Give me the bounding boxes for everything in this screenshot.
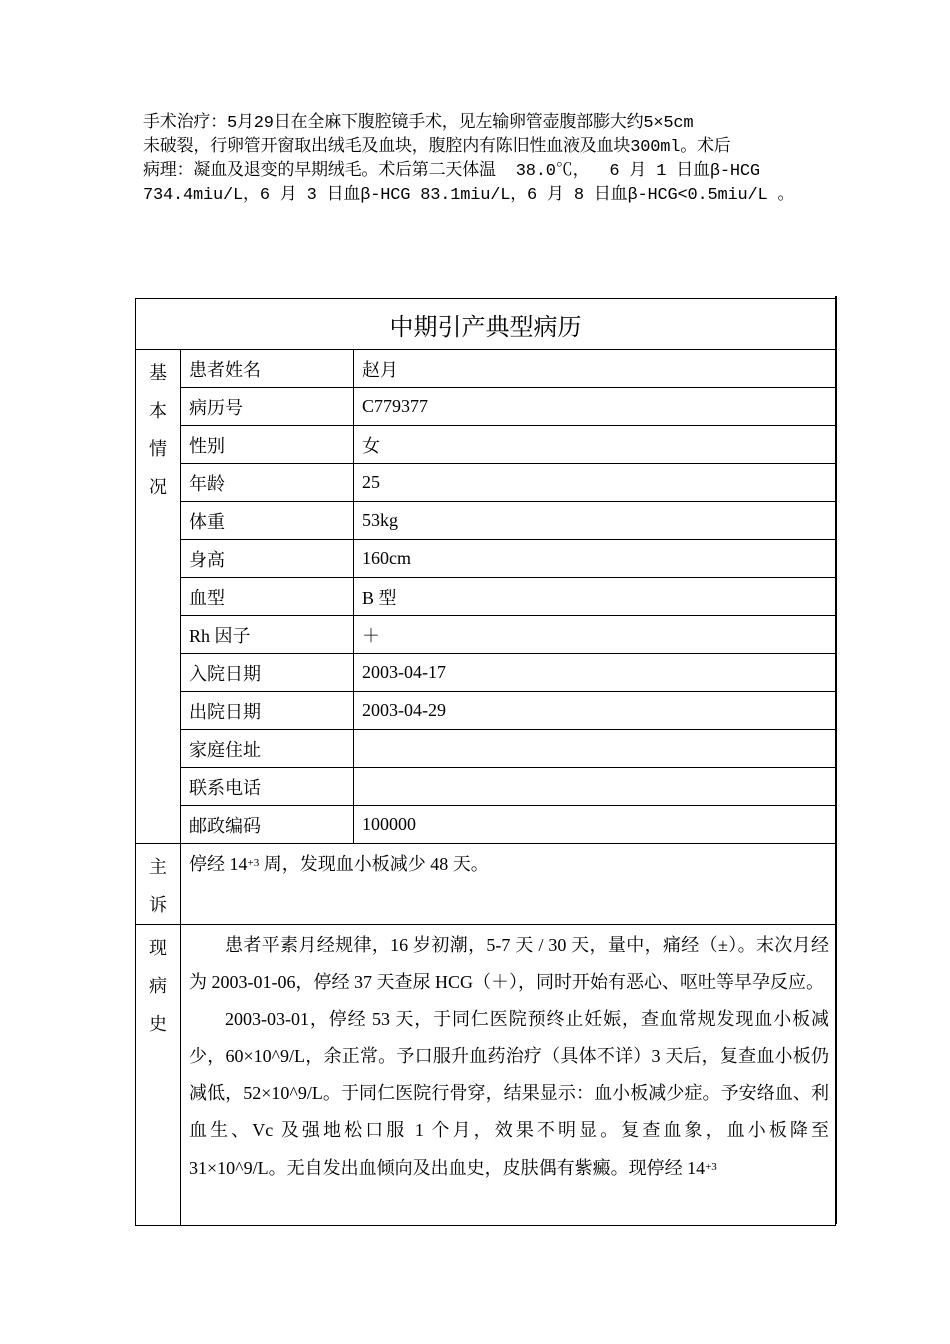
field-label: 邮政编码: [181, 806, 354, 844]
intro-line: 病理：凝血及退变的早期绒毛。术后第二天体温 38.0℃， 6 月 1 日血β-HCG: [143, 162, 760, 181]
intro-line: 手术治疗：5月29日在全麻下腹腔镜手术，见左输卵管壶腹部膨大约5×5cm: [143, 114, 694, 133]
field-label: 入院日期: [181, 654, 354, 692]
field-label: 患者姓名: [181, 350, 354, 388]
field-label: 联系电话: [181, 768, 354, 806]
field-value: 160cm: [354, 540, 836, 578]
medical-record-table: [135, 298, 836, 1226]
field-label: 病历号: [181, 388, 354, 426]
field-value: C779377: [354, 388, 836, 426]
field-label: 性别: [181, 426, 354, 464]
field-value: 100000: [354, 806, 836, 844]
field-label: 身高: [181, 540, 354, 578]
intro-line: 未破裂，行卵管开窗取出绒毛及血块，腹腔内有陈旧性血液及血块300ml。术后: [143, 138, 731, 157]
field-value: 2003-04-29: [354, 692, 836, 730]
field-value: ＋: [354, 616, 836, 654]
field-value: [354, 768, 836, 806]
intro-text: [143, 112, 823, 208]
chief-complaint: 停经 $14^{+3}$ 周，发现血小板减少 48 天。: [181, 844, 836, 925]
field-value: 53kg: [354, 502, 836, 540]
record-title: 中期引产典型病历: [136, 299, 836, 350]
field-value: B 型: [354, 578, 836, 616]
field-label: 年龄: [181, 464, 354, 502]
field-label: Rh 因子: [181, 616, 354, 654]
history-paragraph: 2003-03-01，停经 53 天，于同仁医院预终止妊娠，查血常规发现血小板减少，60×10^9/L，余正常。予口服升血药治疗（具体不详）3 天后，复查血小板仍减低，52×10^9/L。于同仁医院行骨穿，结果显示：血小板减少症。予安络血、利血生、Vc 及强地松口服 1 个月，效果不明显。复查血象，血小板降至 31×10^9/L。无自发出血倾向及出血史，皮肤偶有紫癜。现停经 $14^{+3}$: [189, 1009, 829, 1178]
history-paragraph: 患者平素月经规律，16 岁初潮，5-7 天 / 30 天，量中，痛经（±）。末次月经为 2003-01-06，停经 37 天查尿 HCG（＋），同时开始有恶心、呕吐等早孕反应。: [189, 935, 829, 992]
field-value: 赵月: [354, 350, 836, 388]
field-label: 体重: [181, 502, 354, 540]
field-value: 25: [354, 464, 836, 502]
intro-line: 734.4miu/L，6 月 3 日血β-HCG 83.1miu/L，6 月 8 日血β-HCG<0.5miu/L 。: [143, 186, 795, 205]
section-label-basic: 基 本 情 况: [136, 350, 181, 844]
field-value: [354, 730, 836, 768]
field-label: 血型: [181, 578, 354, 616]
present-illness-history: [181, 925, 836, 1226]
section-label-history: 现 病 史: [136, 925, 181, 1226]
field-value: 女: [354, 426, 836, 464]
field-label: 家庭住址: [181, 730, 354, 768]
field-value: 2003-04-17: [354, 654, 836, 692]
section-label-complaint: 主 诉: [136, 844, 181, 925]
field-label: 出院日期: [181, 692, 354, 730]
table-right-border: [835, 296, 837, 1224]
